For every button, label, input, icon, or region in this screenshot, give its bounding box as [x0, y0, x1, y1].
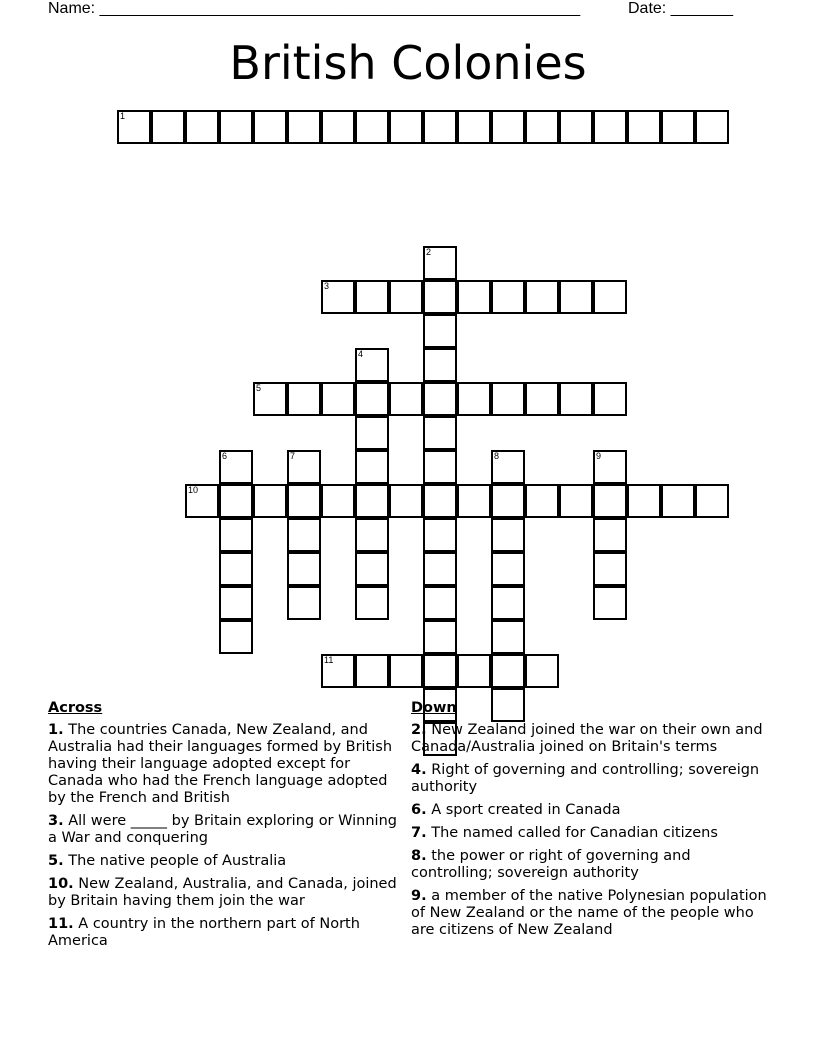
crossword-cell[interactable] [423, 552, 457, 586]
clue-number: 5. [48, 853, 64, 869]
across-heading: Across [48, 700, 103, 716]
crossword-cell[interactable] [593, 586, 627, 620]
crossword-cell[interactable] [321, 382, 355, 416]
down-clue-4 [411, 762, 771, 796]
crossword-cell[interactable] [423, 450, 457, 484]
cell-number: 7 [290, 451, 296, 461]
crossword-cell[interactable] [287, 382, 321, 416]
crossword-cell[interactable] [355, 110, 389, 144]
crossword-cell[interactable] [423, 314, 457, 348]
crossword-cell[interactable] [389, 382, 423, 416]
crossword-cell[interactable] [389, 110, 423, 144]
crossword-cell[interactable] [559, 484, 593, 518]
across-clue-3 [48, 813, 400, 847]
crossword-cell[interactable] [219, 620, 253, 654]
crossword-cell[interactable] [423, 280, 457, 314]
crossword-cell[interactable] [355, 484, 389, 518]
down-clue-7 [411, 825, 771, 842]
crossword-cell[interactable] [117, 110, 151, 144]
crossword-cell[interactable] [355, 518, 389, 552]
crossword-cell[interactable] [593, 280, 627, 314]
clue-number: 3. [48, 813, 64, 829]
crossword-cell[interactable] [423, 382, 457, 416]
clue-number: 10. [48, 876, 74, 892]
crossword-cell[interactable] [593, 382, 627, 416]
crossword-cell[interactable] [423, 348, 457, 382]
crossword-cell[interactable] [593, 484, 627, 518]
crossword-cell[interactable] [423, 620, 457, 654]
cell-number: 6 [222, 451, 228, 461]
down-clue-8 [411, 848, 771, 882]
clue-text: The native people of Australia [68, 853, 287, 869]
crossword-cell[interactable] [525, 110, 559, 144]
crossword-cell[interactable] [151, 110, 185, 144]
crossword-cell[interactable] [593, 518, 627, 552]
crossword-cell[interactable] [287, 450, 321, 484]
crossword-cell[interactable] [185, 484, 219, 518]
down-heading: Down [411, 700, 457, 716]
cell-number: 8 [494, 451, 500, 461]
crossword-cell[interactable] [525, 654, 559, 688]
clue-text: a member of the native Polynesian population of New Zealand or the name of the people who are citizens of New Zealand [411, 888, 767, 938]
down-clues [411, 700, 771, 945]
cell-number: 5 [256, 383, 262, 393]
cell-number: 2 [426, 247, 432, 257]
crossword-cell[interactable] [355, 586, 389, 620]
crossword-cell[interactable] [627, 484, 661, 518]
crossword-cell[interactable] [355, 280, 389, 314]
crossword-cell[interactable] [491, 552, 525, 586]
cell-number: 1 [120, 111, 126, 121]
crossword-cell[interactable] [491, 484, 525, 518]
crossword-cell[interactable] [219, 110, 253, 144]
crossword-cell[interactable] [287, 552, 321, 586]
crossword-cell[interactable] [321, 484, 355, 518]
crossword-cell[interactable] [389, 654, 423, 688]
cell-number: 11 [324, 655, 334, 665]
crossword-cell[interactable] [355, 654, 389, 688]
clue-text: Right of governing and controlling; sovereign authority [411, 762, 760, 795]
across-clue-5 [48, 853, 400, 870]
cell-number: 9 [596, 451, 602, 461]
cell-number: 4 [358, 349, 364, 359]
crossword-cell[interactable] [491, 450, 525, 484]
crossword-cell[interactable] [593, 552, 627, 586]
crossword-cell[interactable] [219, 450, 253, 484]
crossword-cell[interactable] [661, 484, 695, 518]
crossword-cell[interactable] [695, 484, 729, 518]
crossword-cell[interactable] [185, 110, 219, 144]
clue-number: 9. [411, 888, 427, 904]
crossword-cell[interactable] [695, 110, 729, 144]
crossword-cell[interactable] [253, 382, 287, 416]
crossword-cell[interactable] [593, 450, 627, 484]
crossword-cell[interactable] [287, 110, 321, 144]
crossword-cell[interactable] [423, 110, 457, 144]
crossword-cell[interactable] [355, 348, 389, 382]
down-clue-6 [411, 802, 771, 819]
clue-number: 1. [48, 722, 64, 738]
clue-text: the power or right of governing and controlling; sovereign authority [411, 848, 691, 881]
crossword-cell[interactable] [457, 280, 491, 314]
down-clue-2 [411, 722, 771, 756]
crossword-cell[interactable] [355, 450, 389, 484]
crossword-cell[interactable] [253, 484, 287, 518]
clue-number: 8. [411, 848, 427, 864]
date-field-label: Date: _______ [628, 0, 733, 17]
crossword-cell[interactable] [593, 110, 627, 144]
crossword-cell[interactable] [355, 552, 389, 586]
crossword-cell[interactable] [321, 110, 355, 144]
crossword-cell[interactable] [355, 382, 389, 416]
crossword-cell[interactable] [219, 518, 253, 552]
clue-number: 7. [411, 825, 427, 841]
crossword-cell[interactable] [491, 586, 525, 620]
crossword-cell[interactable] [423, 246, 457, 280]
crossword-cell[interactable] [423, 518, 457, 552]
crossword-cell[interactable] [423, 416, 457, 450]
across-clue-11 [48, 916, 400, 950]
crossword-cell[interactable] [559, 382, 593, 416]
cell-number: 3 [324, 281, 330, 291]
crossword-cell[interactable] [287, 586, 321, 620]
crossword-cell[interactable] [457, 382, 491, 416]
crossword-cell[interactable] [355, 416, 389, 450]
crossword-cell[interactable] [389, 280, 423, 314]
crossword-cell[interactable] [457, 484, 491, 518]
clue-text: The countries Canada, New Zealand, and Australia had their languages formed by British having their language adopted except for Canada who had the French language adopted by the French and British [48, 722, 393, 806]
across-clue-10 [48, 876, 400, 910]
crossword-cell[interactable] [525, 382, 559, 416]
clue-text: The named called for Canadian citizens [431, 825, 718, 841]
crossword-cell[interactable] [661, 110, 695, 144]
crossword-cell[interactable] [525, 484, 559, 518]
name-field-label: Name: ______________________________________________________ [48, 0, 581, 17]
clue-text: A country in the northern part of North America [48, 916, 360, 949]
crossword-cell[interactable] [321, 280, 355, 314]
crossword-cell[interactable] [253, 110, 287, 144]
clue-number: 6. [411, 802, 427, 818]
crossword-cell[interactable] [559, 110, 593, 144]
clue-text: New Zealand, Australia, and Canada, joined by Britain having them join the war [48, 876, 397, 909]
clue-number: 2. [411, 722, 427, 738]
across-clues [48, 700, 400, 956]
clue-number: 4. [411, 762, 427, 778]
crossword-cell[interactable] [457, 654, 491, 688]
page-title: British Colonies [229, 36, 587, 90]
clue-text: New Zealand joined the war on their own and Canada/Australia joined on Britain's terms [411, 722, 763, 755]
crossword-cell[interactable] [559, 280, 593, 314]
crossword-cell[interactable] [491, 518, 525, 552]
across-clue-1 [48, 722, 400, 807]
cell-number: 10 [188, 485, 199, 495]
clue-text: All were _____ by Britain exploring or Winning a War and conquering [48, 813, 397, 846]
crossword-cell[interactable] [219, 552, 253, 586]
crossword-cell[interactable] [457, 110, 491, 144]
down-clue-9 [411, 888, 771, 939]
crossword-cell[interactable] [423, 484, 457, 518]
crossword-cell[interactable] [423, 654, 457, 688]
crossword-cell[interactable] [627, 110, 661, 144]
crossword-cell[interactable] [287, 518, 321, 552]
crossword-cell[interactable] [491, 280, 525, 314]
crossword-cell[interactable] [389, 484, 423, 518]
crossword-cell[interactable] [491, 110, 525, 144]
crossword-cell[interactable] [219, 484, 253, 518]
crossword-cell[interactable] [321, 654, 355, 688]
clue-number: 11. [48, 916, 74, 932]
crossword-cell[interactable] [219, 586, 253, 620]
crossword-cell[interactable] [491, 620, 525, 654]
clue-text: A sport created in Canada [431, 802, 621, 818]
crossword-cell[interactable] [491, 654, 525, 688]
crossword-cell[interactable] [491, 382, 525, 416]
crossword-cell[interactable] [423, 586, 457, 620]
crossword-cell[interactable] [525, 280, 559, 314]
crossword-cell[interactable] [287, 484, 321, 518]
